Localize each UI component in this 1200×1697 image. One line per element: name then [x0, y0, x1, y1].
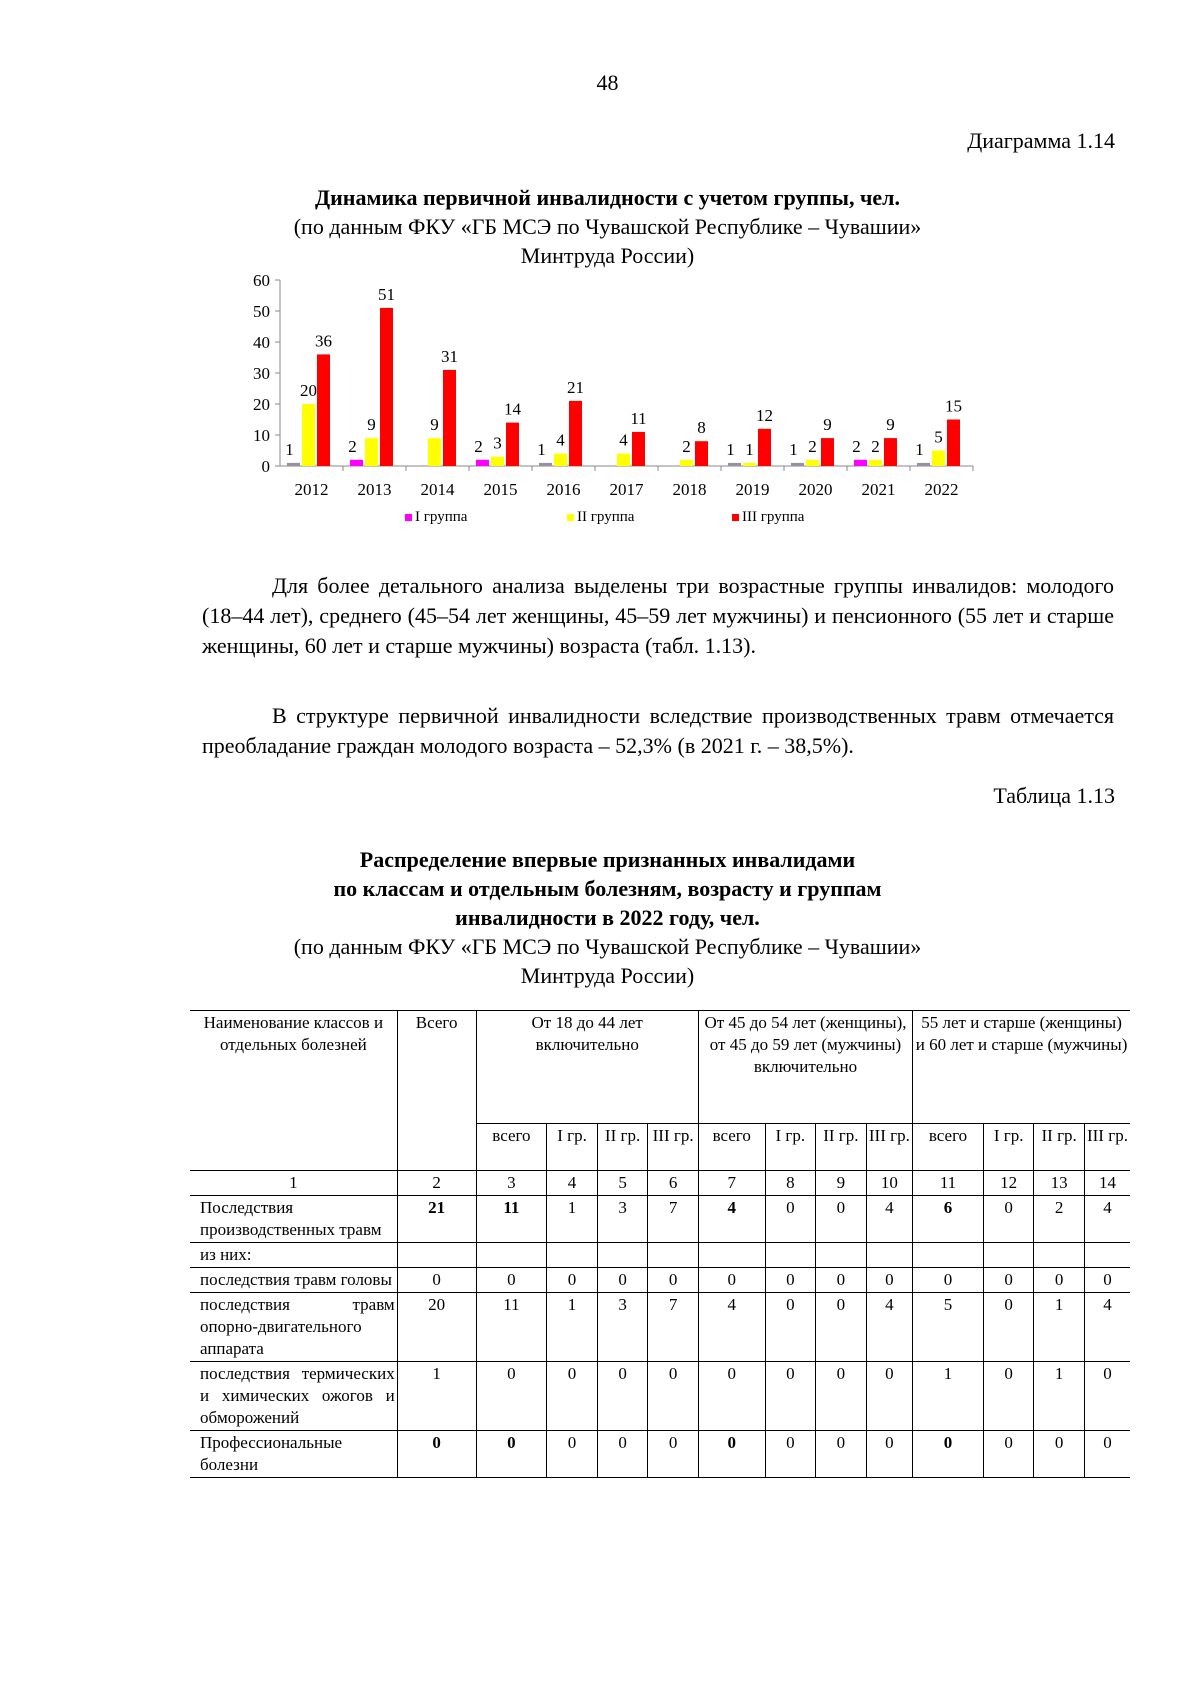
table-cell: 11 [476, 1196, 547, 1243]
table-cell: 2 [1034, 1196, 1085, 1243]
data-label: 21 [567, 377, 584, 397]
column-number: 6 [648, 1171, 699, 1196]
table-cell: 0 [547, 1268, 598, 1293]
legend-label: I группа [415, 509, 468, 525]
bar [821, 438, 834, 466]
x-tick-label: 2015 [483, 480, 518, 499]
data-label: 8 [697, 418, 706, 438]
chart-subtitle: (по данным ФКУ «ГБ МСЭ по Чувашской Республике – Чувашии» [293, 214, 922, 239]
bar [917, 463, 930, 466]
table-cell: 4 [866, 1293, 912, 1362]
table-cell: 1 [1034, 1293, 1085, 1362]
x-tick-label: 2012 [294, 480, 329, 499]
table-cell: 0 [816, 1268, 867, 1293]
y-tick-label: 0 [261, 457, 270, 476]
table-title-line2: по классам и отдельным болезням, возрасту и группам [333, 876, 882, 901]
table-cell: 0 [983, 1268, 1034, 1293]
column-number: 9 [816, 1171, 867, 1196]
y-tick-label: 30 [253, 364, 270, 383]
header-age-55-plus: 55 лет и старше (женщины) и 60 лет и старше (мужчины) [913, 1011, 1130, 1124]
table-cell: 5 [913, 1293, 984, 1362]
x-tick-label: 2021 [861, 480, 896, 499]
bar [317, 354, 330, 466]
table-cell: 0 [597, 1362, 648, 1431]
table-cell: 0 [476, 1362, 547, 1431]
legend-label: II группа [577, 509, 635, 525]
data-label: 4 [619, 430, 628, 450]
bar [947, 420, 960, 467]
table-cell: 0 [397, 1268, 476, 1293]
table-cell: 0 [597, 1431, 648, 1478]
bar [869, 460, 882, 466]
column-number: 3 [476, 1171, 547, 1196]
column-number: 13 [1034, 1171, 1085, 1196]
subheader-group-3: III гр. [648, 1124, 699, 1171]
table-cell: 0 [866, 1362, 912, 1431]
bar-chart [240, 270, 1020, 540]
table-cell: 0 [1034, 1268, 1085, 1293]
table-cell: 0 [547, 1362, 598, 1431]
table-cell: 0 [913, 1268, 984, 1293]
table-cell: 0 [913, 1431, 984, 1478]
data-label: 2 [348, 436, 357, 456]
chart-title: Динамика первичной инвалидности с учетом группы, чел. [315, 185, 900, 210]
x-tick-label: 2018 [672, 480, 707, 499]
subheader-group-3: III гр. [866, 1124, 912, 1171]
table-cell: 0 [648, 1362, 699, 1431]
x-tick-label: 2019 [735, 480, 770, 499]
table-cell: 0 [1034, 1431, 1085, 1478]
x-tick-label: 2016 [546, 480, 581, 499]
data-label: 4 [556, 430, 565, 450]
table-label: Таблица 1.13 [993, 783, 1115, 808]
table-cell: 0 [1084, 1431, 1130, 1478]
data-label: 12 [756, 405, 773, 425]
bar [569, 401, 582, 466]
bar [758, 429, 771, 466]
disability-table [190, 1010, 1130, 1478]
column-number: 8 [765, 1171, 816, 1196]
table-cell: 0 [1084, 1268, 1130, 1293]
bar [476, 460, 489, 466]
bar [554, 454, 567, 466]
table-cell: 4 [1084, 1293, 1130, 1362]
table-cell: 0 [597, 1268, 648, 1293]
table-cell: 0 [765, 1268, 816, 1293]
table-cell [597, 1243, 648, 1268]
data-label: 9 [823, 415, 832, 435]
row-name: Профессиональные болезни [190, 1431, 397, 1478]
table-row [190, 1293, 1130, 1362]
table-cell: 0 [648, 1268, 699, 1293]
table-cell: 0 [866, 1268, 912, 1293]
y-tick-label: 60 [253, 271, 270, 290]
row-name: последствия травм головы [190, 1268, 397, 1293]
table-cell: 1 [547, 1196, 598, 1243]
table-cell: 3 [597, 1196, 648, 1243]
table-cell: 0 [816, 1431, 867, 1478]
legend-swatch [567, 514, 574, 521]
table-cell: 0 [983, 1431, 1034, 1478]
header-name: Наименование классов и отдельных болезней [190, 1011, 397, 1171]
bar [806, 460, 819, 466]
table-cell: 3 [597, 1293, 648, 1362]
table-cell [547, 1243, 598, 1268]
table-cell: 0 [765, 1196, 816, 1243]
table-source-line1: (по данным ФКУ «ГБ МСЭ по Чувашской Республике – Чувашии» [293, 934, 922, 959]
bar [302, 404, 315, 466]
paragraph-structure: В структуре первичной инвалидности вследствие производственных травм отмечается преобладание граждан молодого возраста – 52,3% (в 2021 г. – 38,5%). [202, 703, 1114, 758]
data-label: 51 [378, 284, 395, 304]
y-tick-label: 20 [253, 395, 270, 414]
bar [443, 370, 456, 466]
subheader-group-1: I гр. [547, 1124, 598, 1171]
data-label: 1 [789, 439, 798, 459]
table-cell: 20 [397, 1293, 476, 1362]
table-title-line1: Распределение впервые признанных инвалидами [359, 847, 856, 872]
bar [884, 438, 897, 466]
column-number: 1 [190, 1171, 397, 1196]
table-cell: 0 [648, 1431, 699, 1478]
header-age-18-44: От 18 до 44 лет включительно [476, 1011, 698, 1124]
bar [350, 460, 363, 466]
table-cell [698, 1243, 765, 1268]
x-tick-label: 2022 [924, 480, 959, 499]
bar [365, 438, 378, 466]
table-cell: 0 [866, 1431, 912, 1478]
x-tick-label: 2013 [357, 480, 392, 499]
table-cell: 0 [983, 1362, 1034, 1431]
table-cell [983, 1243, 1034, 1268]
table-cell: 0 [816, 1293, 867, 1362]
table-cell [476, 1243, 547, 1268]
data-label: 11 [630, 408, 647, 428]
table-cell: 4 [866, 1196, 912, 1243]
bar [428, 438, 441, 466]
table-cell [765, 1243, 816, 1268]
y-tick-label: 10 [253, 426, 270, 445]
data-label: 1 [537, 439, 546, 459]
table-row [190, 1243, 1130, 1268]
table-cell: 0 [1084, 1362, 1130, 1431]
data-label: 9 [430, 415, 439, 435]
table-cell [397, 1243, 476, 1268]
data-label: 1 [285, 439, 294, 459]
table-cell [648, 1243, 699, 1268]
subheader-total: всего [698, 1124, 765, 1171]
table-cell: 0 [983, 1196, 1034, 1243]
header-total: Всего [397, 1011, 476, 1171]
row-name: из них: [190, 1243, 397, 1268]
bar [506, 423, 519, 466]
data-label: 3 [493, 433, 502, 453]
subheader-group-1: I гр. [983, 1124, 1034, 1171]
table-cell: 6 [913, 1196, 984, 1243]
paragraph-age-groups: Для более детального анализа выделены три возрастные группы инвалидов: молодого (18–44 лет), среднего (45–54 лет женщины, 45–59 лет мужчины) и пенсионного (55 лет и старше женщины, 60 лет и старше мужчины) возраста (табл. 1.13). [202, 573, 1114, 658]
table-cell: 1 [1034, 1362, 1085, 1431]
table-cell [1034, 1243, 1085, 1268]
subheader-group-3: III гр. [1084, 1124, 1130, 1171]
bar [854, 460, 867, 466]
subheader-total: всего [913, 1124, 984, 1171]
y-tick-label: 50 [253, 302, 270, 321]
table-row [190, 1362, 1130, 1431]
bar [491, 457, 504, 466]
bar [617, 454, 630, 466]
column-number: 11 [913, 1171, 984, 1196]
column-number-row [190, 1171, 1130, 1196]
bar [791, 463, 804, 466]
bar [287, 463, 300, 466]
column-number: 2 [397, 1171, 476, 1196]
table-source-line2: Минтруда России) [520, 963, 695, 988]
data-label: 2 [808, 436, 817, 456]
column-number: 5 [597, 1171, 648, 1196]
page-number: 48 [596, 70, 619, 95]
bar [695, 441, 708, 466]
bar [632, 432, 645, 466]
subheader-total: всего [476, 1124, 547, 1171]
bar [728, 463, 741, 466]
row-name: Последствия производственных травм [190, 1196, 397, 1243]
data-label: 1 [915, 439, 924, 459]
column-number: 7 [698, 1171, 765, 1196]
table-cell: 0 [698, 1431, 765, 1478]
table-cell: 0 [765, 1362, 816, 1431]
table-cell: 1 [397, 1362, 476, 1431]
bar [932, 451, 945, 467]
bar [680, 460, 693, 466]
data-label: 2 [871, 436, 880, 456]
row-name: последствия термических и химических ожогов и обморожений [190, 1362, 397, 1431]
table-cell [1084, 1243, 1130, 1268]
data-label: 15 [945, 396, 962, 416]
row-name: последствия травм опорно-двигательного аппарата [190, 1293, 397, 1362]
y-tick-label: 40 [253, 333, 270, 352]
table-row [190, 1196, 1130, 1243]
table-cell: 4 [698, 1293, 765, 1362]
data-label: 1 [726, 439, 735, 459]
table-cell: 21 [397, 1196, 476, 1243]
table-cell: 7 [648, 1196, 699, 1243]
subheader-group-1: I гр. [765, 1124, 816, 1171]
table-cell [866, 1243, 912, 1268]
table-cell: 7 [648, 1293, 699, 1362]
table-cell: 0 [698, 1362, 765, 1431]
legend-swatch [405, 514, 412, 521]
chart-subtitle-line2: Минтруда России) [520, 243, 695, 268]
table-title-line3: инвалидности в 2022 году, чел. [455, 905, 760, 930]
table-cell: 0 [397, 1431, 476, 1478]
column-number: 12 [983, 1171, 1034, 1196]
data-label: 9 [886, 415, 895, 435]
table-cell: 4 [698, 1196, 765, 1243]
subheader-group-2: II гр. [1034, 1124, 1085, 1171]
column-number: 10 [866, 1171, 912, 1196]
table-cell: 0 [816, 1362, 867, 1431]
x-tick-label: 2017 [609, 480, 644, 499]
diagram-label: Диаграмма 1.14 [967, 128, 1115, 153]
bar [743, 463, 756, 466]
table-cell: 1 [913, 1362, 984, 1431]
table-cell: 0 [816, 1196, 867, 1243]
table-row [190, 1431, 1130, 1478]
column-number: 14 [1084, 1171, 1130, 1196]
table-cell: 0 [547, 1431, 598, 1478]
table-cell: 0 [983, 1293, 1034, 1362]
data-label: 14 [504, 399, 521, 419]
table-header-row [190, 1011, 1130, 1124]
legend-label: III группа [742, 509, 805, 525]
data-label: 31 [441, 346, 458, 366]
table-cell: 4 [1084, 1196, 1130, 1243]
table-cell: 1 [547, 1293, 598, 1362]
bar [380, 308, 393, 466]
table-cell: 0 [765, 1293, 816, 1362]
data-label: 20 [300, 381, 317, 400]
table-cell: 0 [476, 1431, 547, 1478]
legend-swatch [732, 514, 739, 521]
data-label: 2 [682, 436, 691, 456]
table-cell: 0 [698, 1268, 765, 1293]
x-tick-label: 2014 [420, 480, 455, 499]
subheader-group-2: II гр. [597, 1124, 648, 1171]
table-cell [913, 1243, 984, 1268]
data-label: 5 [934, 427, 943, 447]
data-label: 2 [474, 436, 483, 456]
bar [539, 463, 552, 466]
subheader-group-2: II гр. [816, 1124, 867, 1171]
x-tick-label: 2020 [798, 480, 833, 499]
table-cell: 11 [476, 1293, 547, 1362]
data-label: 36 [315, 331, 332, 351]
table-cell: 0 [476, 1268, 547, 1293]
table-row [190, 1268, 1130, 1293]
data-label: 1 [745, 439, 754, 459]
column-number: 4 [547, 1171, 598, 1196]
table-cell: 0 [765, 1431, 816, 1478]
header-age-45-54: От 45 до 54 лет (женщины), от 45 до 59 лет (мужчины) включительно [698, 1011, 912, 1124]
table-cell [816, 1243, 867, 1268]
data-label: 2 [852, 436, 861, 456]
data-label: 9 [367, 415, 376, 435]
